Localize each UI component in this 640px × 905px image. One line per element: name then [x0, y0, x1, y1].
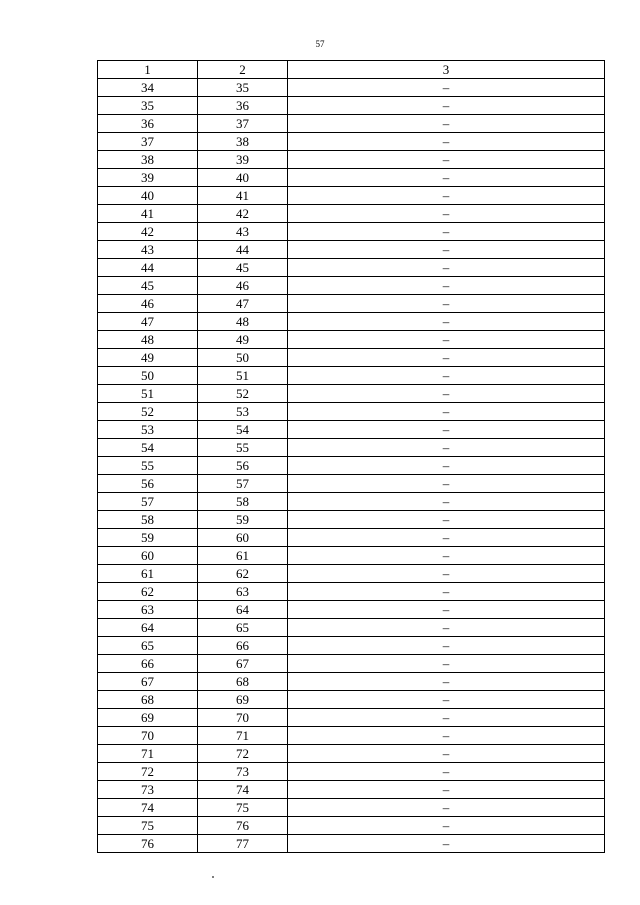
table-cell-col-2: 75	[198, 799, 288, 817]
table-cell-col-1: 61	[98, 565, 198, 583]
table-row	[98, 79, 605, 97]
table-cell-col-1: 71	[98, 745, 198, 763]
table-cell-col-1: 60	[98, 547, 198, 565]
table-cell-col-3: –	[288, 295, 605, 313]
table-row	[98, 745, 605, 763]
table-cell-col-1: 36	[98, 115, 198, 133]
table-cell-col-1: 40	[98, 187, 198, 205]
table-cell-col-2: 37	[198, 115, 288, 133]
table-cell-col-3: –	[288, 601, 605, 619]
table-cell-col-1: 46	[98, 295, 198, 313]
table-row	[98, 817, 605, 835]
table-cell-col-2: 38	[198, 133, 288, 151]
table-cell-col-2: 49	[198, 331, 288, 349]
table-cell-col-3: –	[288, 529, 605, 547]
table-cell-col-3: –	[288, 133, 605, 151]
table-cell-col-2: 65	[198, 619, 288, 637]
table-row	[98, 385, 605, 403]
table-cell-col-2: 40	[198, 169, 288, 187]
table-cell-col-2: 46	[198, 277, 288, 295]
table-row	[98, 691, 605, 709]
table-cell-col-2: 55	[198, 439, 288, 457]
table-row	[98, 403, 605, 421]
table-cell-col-3: –	[288, 331, 605, 349]
table-cell-col-2: 67	[198, 655, 288, 673]
table-cell-col-1: 69	[98, 709, 198, 727]
table-cell-col-2: 68	[198, 673, 288, 691]
table-cell-col-1: 53	[98, 421, 198, 439]
table-cell-col-3: –	[288, 835, 605, 853]
table-cell-col-1: 70	[98, 727, 198, 745]
table-cell-col-2: 71	[198, 727, 288, 745]
table-cell-col-2: 76	[198, 817, 288, 835]
table-cell-col-1: 44	[98, 259, 198, 277]
table-cell-col-3: –	[288, 619, 605, 637]
table-cell-col-1: 43	[98, 241, 198, 259]
table-cell-col-1: 47	[98, 313, 198, 331]
table-cell-col-1: 57	[98, 493, 198, 511]
table-cell-col-2: 72	[198, 745, 288, 763]
table-cell-col-1: 68	[98, 691, 198, 709]
table-cell-col-2: 43	[198, 223, 288, 241]
table-cell-col-1: 51	[98, 385, 198, 403]
table-cell-col-2: 73	[198, 763, 288, 781]
table-cell-col-2: 66	[198, 637, 288, 655]
table-cell-col-1: 42	[98, 223, 198, 241]
table-cell-col-3: –	[288, 205, 605, 223]
table-cell-col-3: –	[288, 421, 605, 439]
table-cell-col-2: 69	[198, 691, 288, 709]
table-cell-col-2: 47	[198, 295, 288, 313]
table-body	[98, 79, 605, 853]
table-cell-col-3: –	[288, 799, 605, 817]
table-cell-col-3: –	[288, 511, 605, 529]
table-cell-col-1: 56	[98, 475, 198, 493]
table-cell-col-1: 54	[98, 439, 198, 457]
table-cell-col-1: 45	[98, 277, 198, 295]
table-cell-col-2: 74	[198, 781, 288, 799]
table-cell-col-3: –	[288, 709, 605, 727]
table-row	[98, 151, 605, 169]
table-row	[98, 565, 605, 583]
table-row	[98, 241, 605, 259]
table-cell-col-1: 58	[98, 511, 198, 529]
table-cell-col-2: 60	[198, 529, 288, 547]
table-cell-col-3: –	[288, 97, 605, 115]
table-row	[98, 583, 605, 601]
table-cell-col-3: –	[288, 223, 605, 241]
table-cell-col-1: 35	[98, 97, 198, 115]
column-header-3: 3	[288, 61, 605, 79]
table-cell-col-3: –	[288, 313, 605, 331]
table-row	[98, 763, 605, 781]
table-cell-col-3: –	[288, 637, 605, 655]
table-cell-col-1: 73	[98, 781, 198, 799]
table-row	[98, 475, 605, 493]
table-row	[98, 133, 605, 151]
table-row	[98, 493, 605, 511]
table-cell-col-1: 75	[98, 817, 198, 835]
table-row	[98, 349, 605, 367]
table-cell-col-1: 66	[98, 655, 198, 673]
table-row	[98, 529, 605, 547]
table-cell-col-1: 48	[98, 331, 198, 349]
table-row	[98, 295, 605, 313]
table-cell-col-3: –	[288, 727, 605, 745]
table-row	[98, 655, 605, 673]
table-cell-col-2: 39	[198, 151, 288, 169]
table-row	[98, 367, 605, 385]
table-cell-col-2: 35	[198, 79, 288, 97]
table-cell-col-3: –	[288, 277, 605, 295]
table-row	[98, 313, 605, 331]
table-cell-col-1: 63	[98, 601, 198, 619]
table-cell-col-3: –	[288, 403, 605, 421]
table-cell-col-3: –	[288, 565, 605, 583]
column-header-1: 1	[98, 61, 198, 79]
table-row	[98, 115, 605, 133]
table-cell-col-1: 52	[98, 403, 198, 421]
table-cell-col-1: 37	[98, 133, 198, 151]
table-cell-col-1: 59	[98, 529, 198, 547]
table-row	[98, 223, 605, 241]
table-cell-col-3: –	[288, 259, 605, 277]
table-row	[98, 709, 605, 727]
table-cell-col-1: 50	[98, 367, 198, 385]
table-cell-col-2: 61	[198, 547, 288, 565]
table-row	[98, 259, 605, 277]
table-cell-col-2: 70	[198, 709, 288, 727]
column-header-2: 2	[198, 61, 288, 79]
table-cell-col-3: –	[288, 439, 605, 457]
table-cell-col-2: 59	[198, 511, 288, 529]
table-cell-col-3: –	[288, 385, 605, 403]
table-cell-col-1: 65	[98, 637, 198, 655]
table-cell-col-2: 58	[198, 493, 288, 511]
table-cell-col-3: –	[288, 475, 605, 493]
table-row	[98, 421, 605, 439]
table-cell-col-3: –	[288, 583, 605, 601]
table-cell-col-1: 34	[98, 79, 198, 97]
table-cell-col-2: 48	[198, 313, 288, 331]
table-cell-col-2: 45	[198, 259, 288, 277]
data-table	[97, 60, 605, 853]
table-cell-col-1: 62	[98, 583, 198, 601]
table-cell-col-2: 62	[198, 565, 288, 583]
table-row	[98, 673, 605, 691]
table-cell-col-3: –	[288, 187, 605, 205]
table-cell-col-1: 74	[98, 799, 198, 817]
table-row	[98, 799, 605, 817]
table-cell-col-2: 36	[198, 97, 288, 115]
table-cell-col-3: –	[288, 367, 605, 385]
table-cell-col-2: 54	[198, 421, 288, 439]
table-cell-col-2: 56	[198, 457, 288, 475]
table-cell-col-1: 55	[98, 457, 198, 475]
table-cell-col-3: –	[288, 115, 605, 133]
table-cell-col-1: 49	[98, 349, 198, 367]
table-cell-col-2: 50	[198, 349, 288, 367]
table-row	[98, 781, 605, 799]
table-cell-col-3: –	[288, 655, 605, 673]
scan-speck	[212, 876, 214, 878]
table-cell-col-2: 64	[198, 601, 288, 619]
table-row	[98, 331, 605, 349]
table-row	[98, 439, 605, 457]
table-cell-col-3: –	[288, 781, 605, 799]
table-cell-col-3: –	[288, 673, 605, 691]
table-cell-col-2: 63	[198, 583, 288, 601]
table-row	[98, 601, 605, 619]
table-cell-col-2: 53	[198, 403, 288, 421]
table-row	[98, 205, 605, 223]
table-cell-col-3: –	[288, 691, 605, 709]
table-cell-col-3: –	[288, 745, 605, 763]
table-cell-col-2: 51	[198, 367, 288, 385]
header-row	[98, 61, 605, 79]
table-cell-col-3: –	[288, 349, 605, 367]
table-row	[98, 169, 605, 187]
table-row	[98, 97, 605, 115]
table-row	[98, 511, 605, 529]
table-cell-col-1: 72	[98, 763, 198, 781]
table-cell-col-2: 57	[198, 475, 288, 493]
table-cell-col-1: 64	[98, 619, 198, 637]
table-row	[98, 457, 605, 475]
table-cell-col-2: 52	[198, 385, 288, 403]
table-cell-col-3: –	[288, 457, 605, 475]
table-cell-col-2: 77	[198, 835, 288, 853]
table-cell-col-1: 38	[98, 151, 198, 169]
table-cell-col-3: –	[288, 547, 605, 565]
table-cell-col-2: 42	[198, 205, 288, 223]
table-cell-col-3: –	[288, 817, 605, 835]
table-cell-col-3: –	[288, 79, 605, 97]
table-cell-col-1: 76	[98, 835, 198, 853]
table-cell-col-1: 67	[98, 673, 198, 691]
page-number: 57	[315, 39, 325, 49]
table-cell-col-2: 41	[198, 187, 288, 205]
table-row	[98, 637, 605, 655]
table-cell-col-3: –	[288, 151, 605, 169]
table-cell-col-3: –	[288, 241, 605, 259]
table-cell-col-3: –	[288, 763, 605, 781]
table-cell-col-1: 41	[98, 205, 198, 223]
table-cell-col-2: 44	[198, 241, 288, 259]
table-row	[98, 727, 605, 745]
table-cell-col-1: 39	[98, 169, 198, 187]
table-row	[98, 187, 605, 205]
table-row	[98, 547, 605, 565]
table-row	[98, 277, 605, 295]
table-cell-col-3: –	[288, 169, 605, 187]
table-row	[98, 619, 605, 637]
table-cell-col-3: –	[288, 493, 605, 511]
table-header	[98, 61, 605, 79]
table-row	[98, 835, 605, 853]
